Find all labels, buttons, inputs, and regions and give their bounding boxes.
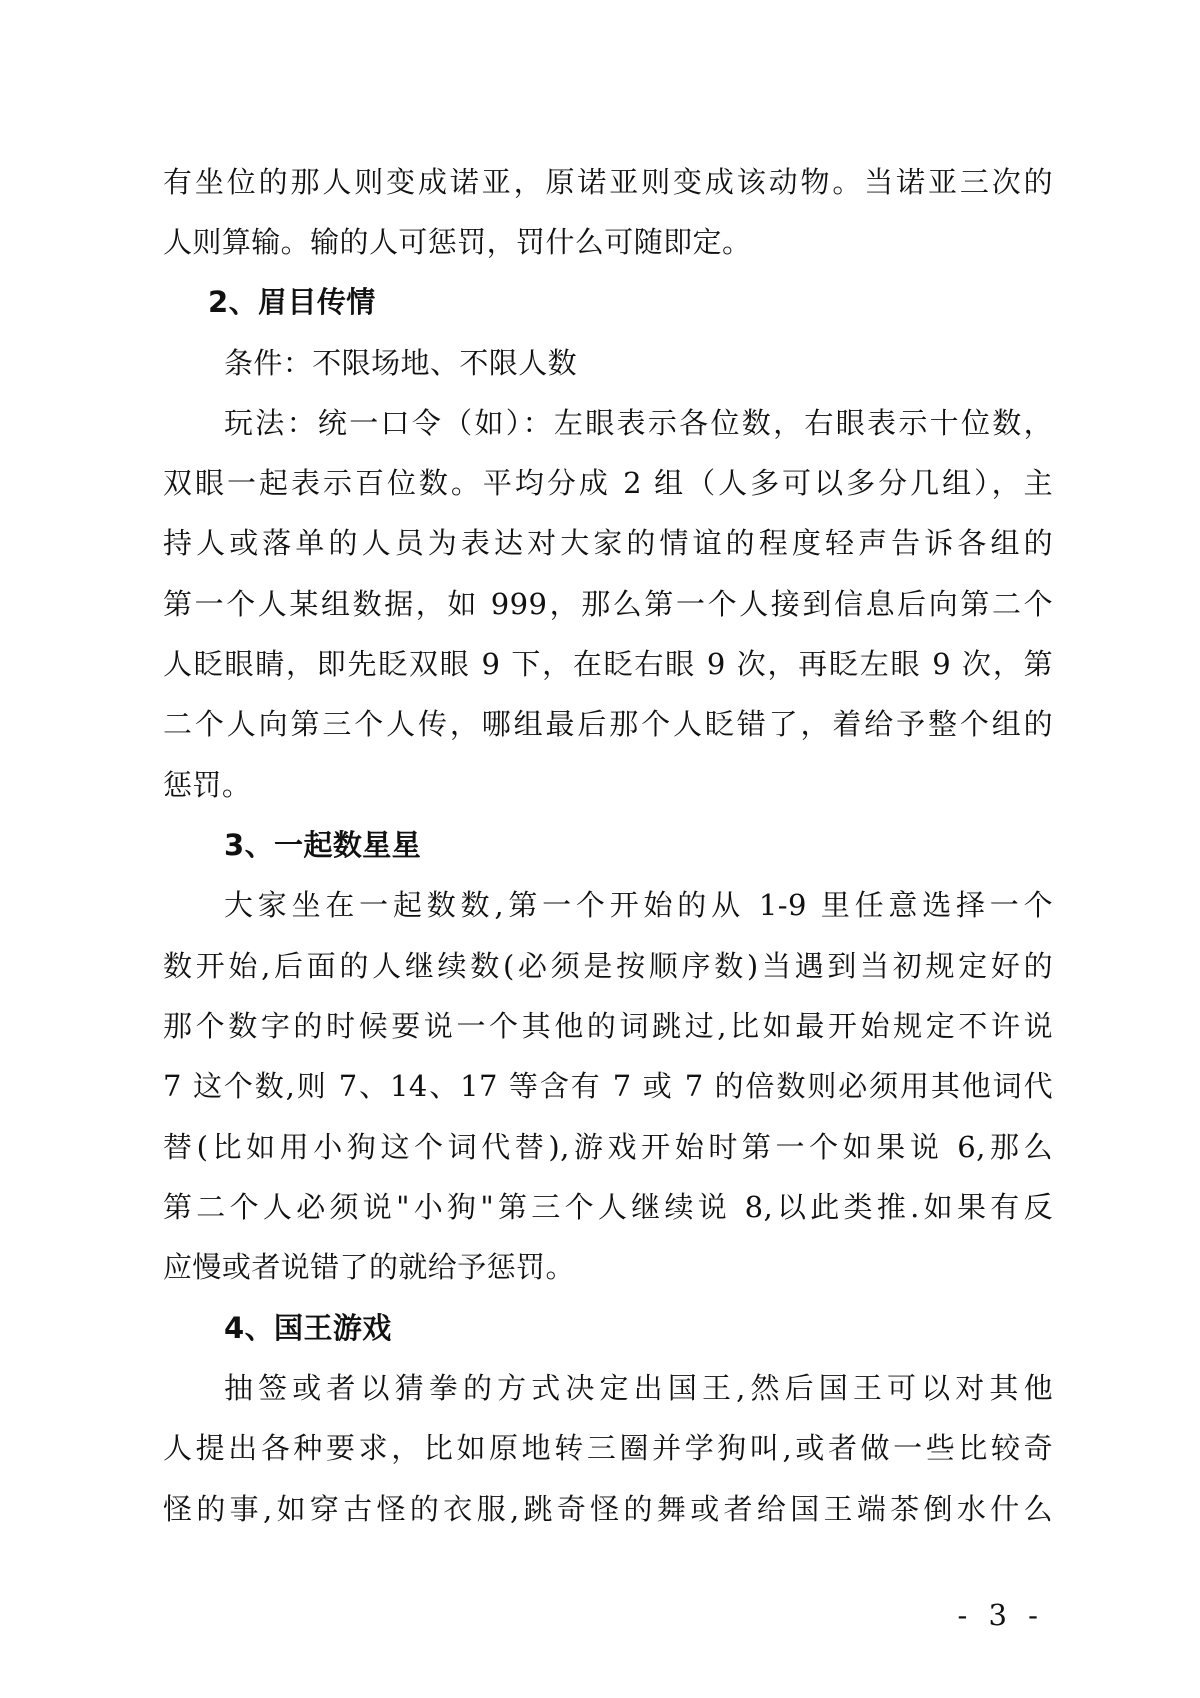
body-text-line: 那个数字的时候要说一个其他的词跳过,比如最开始规定不许说 <box>163 1009 1053 1043</box>
body-text-line: 第二个人必须说"小狗"第三个人继续说 8,以此类推.如果有反 <box>163 1190 1053 1224</box>
body-text-line: 惩罚。 <box>163 768 252 802</box>
body-text-line: 玩法：统一口令（如）：左眼表示各位数，右眼表示十位数， <box>224 406 1053 440</box>
body-text-line: 条件：不限场地、不限人数 <box>224 346 578 380</box>
body-text-line: 替(比如用小狗这个词代替),游戏开始时第一个如果说 6,那么 <box>163 1130 1053 1164</box>
body-text-line: 数开始,后面的人继续数(必须是按顺序数)当遇到当初规定好的 <box>163 949 1053 983</box>
body-text-line: 双眼一起表示百位数。平均分成 2 组（人多可以多分几组），主 <box>163 466 1053 500</box>
body-text-line: 第一个人某组数据，如 999，那么第一个人接到信息后向第二个 <box>163 587 1053 621</box>
body-text-line: 大家坐在一起数数,第一个开始的从 1-9 里任意选择一个 <box>224 888 1053 922</box>
section-heading: 2、眉目传情 <box>208 285 376 319</box>
body-text-line: 人眨眼睛，即先眨双眼 9 下，在眨右眼 9 次，再眨左眼 9 次，第 <box>163 647 1053 681</box>
body-text-line: 人则算输。输的人可惩罚，罚什么可随即定。 <box>163 225 752 259</box>
body-text-line: 应慢或者说错了的就给予惩罚。 <box>163 1250 575 1284</box>
body-text-line: 人提出各种要求，比如原地转三圈并学狗叫,或者做一些比较奇 <box>163 1431 1053 1465</box>
section-heading: 4、国王游戏 <box>224 1311 392 1345</box>
body-text-line: 7 这个数,则 7、14、17 等含有 7 或 7 的倍数则必须用其他词代 <box>163 1069 1053 1103</box>
page-number: - 3 - <box>957 1598 1044 1632</box>
body-text-line: 持人或落单的人员为表达对大家的情谊的程度轻声告诉各组的 <box>163 526 1053 560</box>
body-text-line: 有坐位的那人则变成诺亚，原诺亚则变成该动物。当诺亚三次的 <box>163 165 1053 199</box>
section-heading: 3、一起数星星 <box>224 828 422 862</box>
body-text-line: 二个人向第三个人传，哪组最后那个人眨错了，着给予整个组的 <box>163 707 1053 741</box>
body-text-line: 怪的事,如穿古怪的衣服,跳奇怪的舞或者给国王端茶倒水什么 <box>163 1492 1053 1526</box>
body-text-line: 抽签或者以猜拳的方式决定出国王,然后国王可以对其他 <box>224 1371 1053 1405</box>
